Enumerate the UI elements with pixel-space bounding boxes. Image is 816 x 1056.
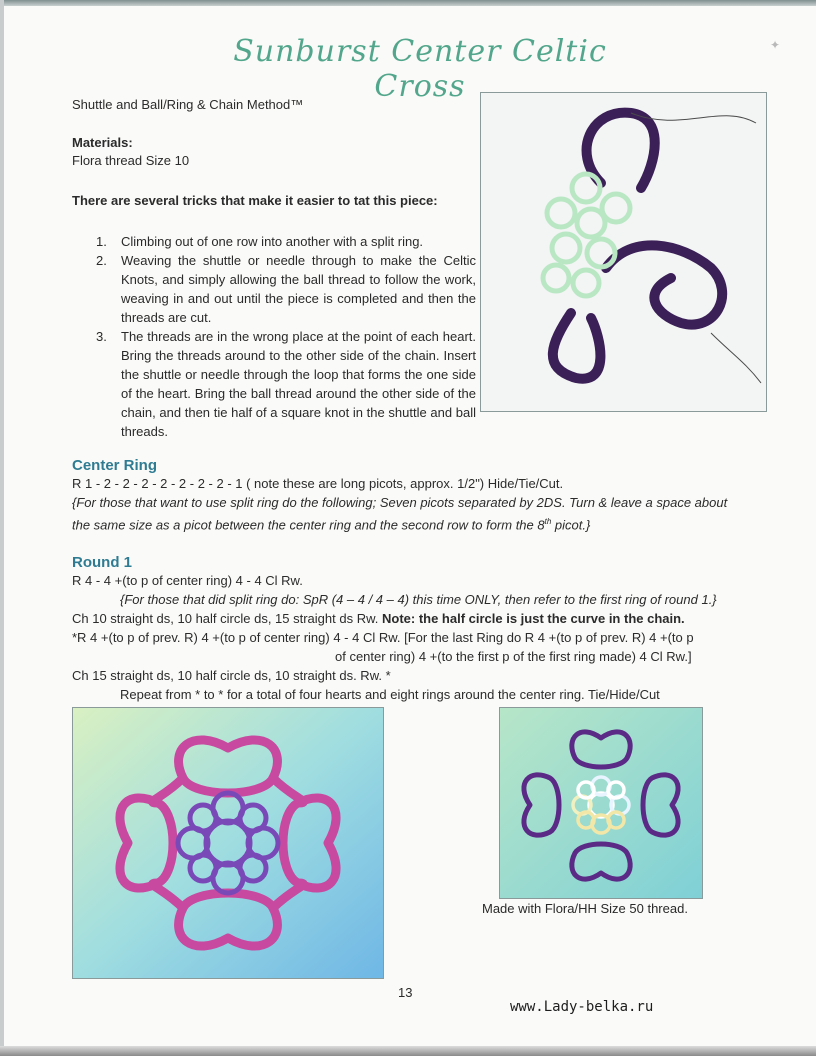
scan-edge-bottom: [0, 1046, 816, 1056]
photo-pink-cross: [72, 707, 384, 979]
tricks-heading: There are several tricks that make it easier to tat this piece:: [72, 193, 438, 208]
pink-cross-illustration: [73, 708, 383, 978]
materials-heading: Materials:: [72, 135, 133, 150]
scan-edge-top: [0, 0, 816, 6]
round1-chain-text: Ch 10 straight ds, 10 half circle ds, 15 straight ds Rw.: [72, 611, 382, 626]
photo-caption: Made with Flora/HH Size 50 thread.: [482, 901, 688, 916]
trick-item: [96, 232, 476, 251]
trick-item: [96, 251, 476, 327]
center-ring-note-superscript: th: [544, 517, 552, 526]
trick-text: Weaving the shuttle or needle through to make the Celtic Knots, and simply allowing the ball thread to follow the work, weaving in and out until the piece is completed and then the threads are cut.: [121, 253, 476, 325]
trick-number: 3.: [96, 329, 107, 344]
round1-line4: *R 4 +(to p of prev. R) 4 +(to p of center ring) 4 - 4 Cl Rw. [For the last Ring do R 4 +(to p of prev. R) 4 +(to p: [72, 630, 694, 645]
trick-number: 1.: [96, 234, 107, 249]
watermark-url[interactable]: www.Lady-belka.ru: [510, 999, 654, 1015]
photo-work-in-progress: [480, 92, 767, 412]
round1-line3: [72, 609, 685, 628]
round1-chain-note: Note: the half circle is just the curve in the chain.: [381, 611, 685, 626]
trick-number: 2.: [96, 253, 107, 268]
round1-line1: R 4 - 4 +(to p of center ring) 4 - 4 Cl Rw.: [72, 573, 303, 588]
tatting-photo-illustration: [481, 93, 766, 411]
round1-line6: Ch 15 straight ds, 10 half circle ds, 10 straight ds. Rw. *: [72, 668, 391, 683]
tricks-list: [96, 232, 476, 441]
center-ring-heading: Center Ring: [72, 457, 158, 474]
center-ring-note-line1: {For those that want to use split ring do the following; Seven picots separated by 2DS. Turn & leave a space about: [72, 495, 728, 510]
trick-text: Climbing out of one row into another with a split ring.: [121, 234, 424, 249]
center-ring-note-text: the same size as a picot between the center ring and the second row to form the 8: [72, 517, 545, 533]
materials-thread: Flora thread Size 10: [72, 153, 190, 168]
method-line: Shuttle and Ball/Ring & Chain Method™: [72, 97, 304, 112]
trick-text: The threads are in the wrong place at the point of each heart. Bring the threads around to the other side of the chain. Insert the shuttle or needle through the loop that forms the one side of the heart. Bring the ball thread around the other side of the chain, and then tie half of a square knot in the shuttle and ball threads.: [121, 329, 476, 439]
center-ring-instructions: R 1 - 2 - 2 - 2 - 2 - 2 - 2 - 2 - 1 ( note these are long picots, approx. 1/2") Hide/Tie/Cut.: [72, 476, 564, 491]
round1-heading: Round 1: [72, 554, 132, 571]
page-title: Sunburst Center Celtic Cross: [233, 34, 607, 104]
small-cross-illustration: [500, 708, 702, 898]
center-ring-note-line2: [72, 512, 590, 534]
page-number: 13: [398, 985, 413, 1000]
round1-line5: of center ring) 4 +(to the first p of the first ring made) 4 Cl Rw.]: [335, 649, 692, 664]
photo-small-cross: [499, 707, 703, 899]
trick-item: [96, 327, 476, 441]
scan-edge-left: [0, 0, 4, 1056]
round1-repeat-line: Repeat from * to * for a total of four hearts and eight rings around the center ring. Tie/Hide/Cut: [120, 687, 660, 702]
scan-speck: ✦: [770, 38, 781, 52]
center-ring-note-end: picot.}: [551, 517, 591, 533]
round1-split-ring-note: {For those that did split ring do: SpR (4 – 4 / 4 – 4) this time ONLY, then refer to the first ring of round 1.}: [120, 592, 717, 607]
